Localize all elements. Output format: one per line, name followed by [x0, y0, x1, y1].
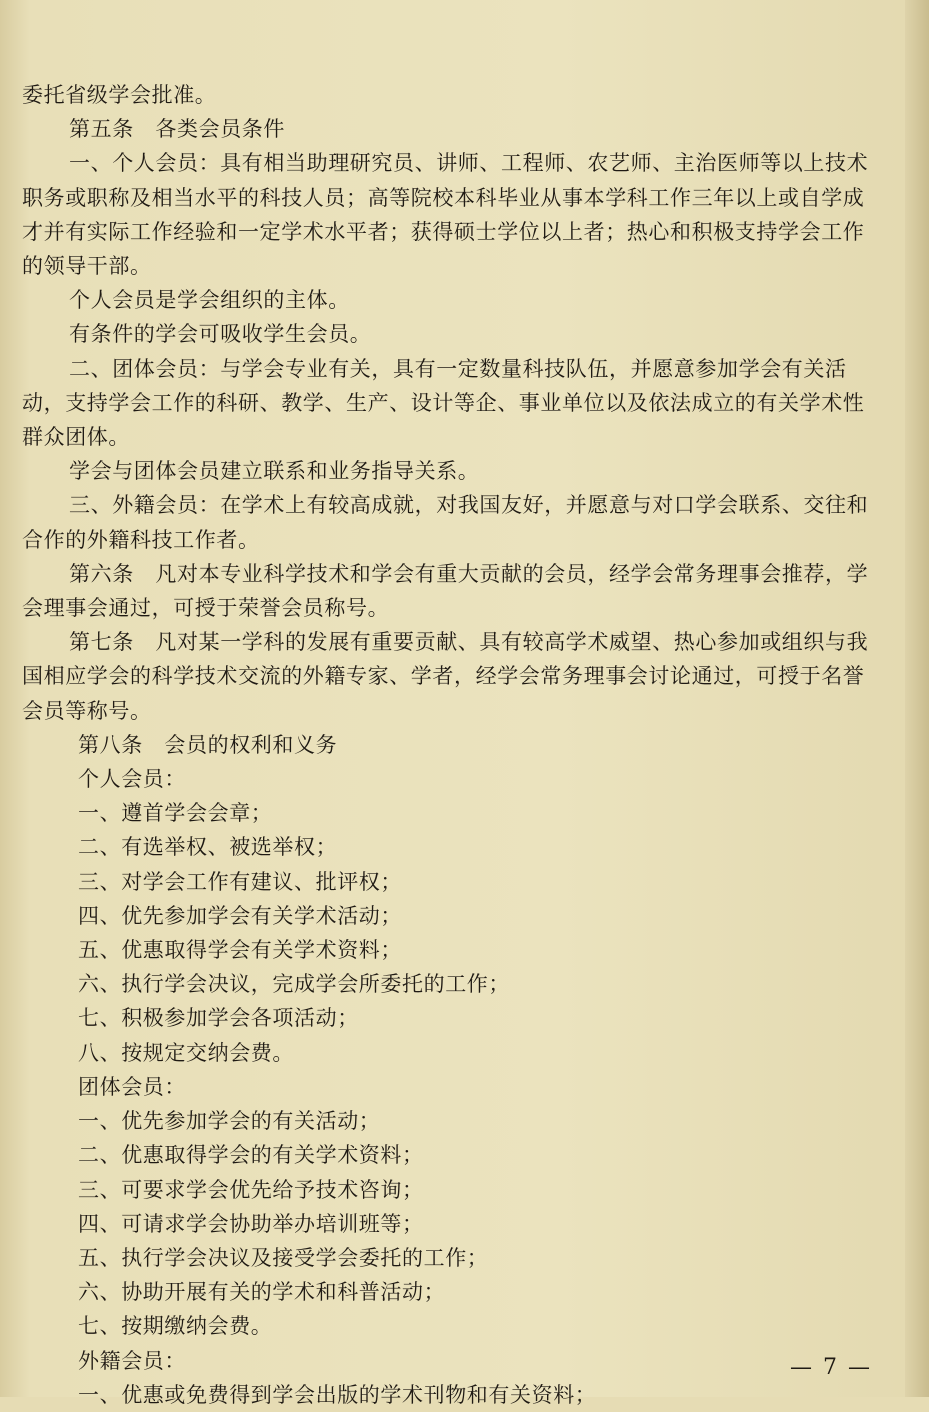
- text-line: 六、执行学会决议，完成学会所委托的工作；: [78, 972, 510, 997]
- text-line: 二、团体会员：与学会专业有关，具有一定数量科技队伍，并愿意参加学会有关活: [69, 356, 847, 381]
- text-line: 一、个人会员：具有相当助理研究员、讲师、工程师、农艺师、主治医师等以上技术: [69, 151, 869, 176]
- text-line: 第五条 各类会员条件: [69, 117, 285, 142]
- text-line: 外籍会员：: [78, 1348, 186, 1373]
- text-line: 合作的外籍科技工作者。: [22, 527, 260, 552]
- text-line: 三、对学会工作有建议、批评权；: [78, 869, 402, 894]
- text-line: 一、遵首学会会章；: [78, 801, 273, 826]
- text-line: 四、可请求学会协助举办培训班等；: [78, 1211, 424, 1236]
- text-line: 五、执行学会决议及接受学会委托的工作；: [78, 1245, 489, 1270]
- text-line: 才并有实际工作经验和一定学术水平者；获得硕士学位以上者；热心和积极支持学会工作: [22, 219, 865, 244]
- text-line: 二、优惠取得学会的有关学术资料；: [78, 1143, 424, 1168]
- text-line: 职务或职称及相当水平的科技人员；高等院校本科毕业从事本学科工作三年以上或自学成: [22, 185, 865, 210]
- text-line: 第八条 会员的权利和义务: [78, 732, 338, 757]
- text-line: 七、积极参加学会各项活动；: [78, 1006, 359, 1031]
- text-line: 会理事会通过，可授于荣誉会员称号。: [22, 596, 390, 621]
- text-line: 七、按期缴纳会费。: [78, 1314, 273, 1339]
- text-line: 群众团体。: [22, 425, 130, 450]
- text-line: 学会与团体会员建立联系和业务指导关系。: [69, 459, 480, 484]
- page-spine-edge: [905, 0, 929, 1397]
- text-line: 四、优先参加学会有关学术活动；: [78, 903, 402, 928]
- text-line: 动，支持学会工作的科研、教学、生产、设计等企、事业单位以及依法成立的有关学术性: [22, 390, 865, 415]
- text-line: 会员等称号。: [22, 698, 152, 723]
- text-line: 三、外籍会员：在学术上有较高成就，对我国友好，并愿意与对口学会联系、交往和: [69, 493, 869, 518]
- text-line: 团体会员：: [78, 1074, 186, 1099]
- page-number: — 7 —: [790, 1355, 872, 1380]
- text-line: 三、可要求学会优先给予技术咨询；: [78, 1177, 424, 1202]
- text-line: 第六条 凡对本专业科学技术和学会有重大贡献的会员，经学会常务理事会推荐，学: [69, 561, 869, 586]
- text-line: 五、优惠取得学会有关学术资料；: [78, 938, 402, 963]
- body-text: [22, 78, 884, 1412]
- text-line: 个人会员是学会组织的主体。: [69, 288, 350, 313]
- text-line: 的领导干部。: [22, 254, 152, 279]
- text-line: 六、协助开展有关的学术和科普活动；: [78, 1280, 446, 1305]
- text-line: 第七条 凡对某一学科的发展有重要贡献、具有较高学术威望、热心参加或组织与我: [69, 630, 869, 655]
- text-line: 委托省级学会批准。: [22, 83, 217, 107]
- text-line: 八、按规定交纳会费。: [78, 1040, 294, 1065]
- text-line: 一、优先参加学会的有关活动；: [78, 1109, 381, 1134]
- text-line: 国相应学会的科学技术交流的外籍专家、学者，经学会常务理事会讨论通过，可授于名誉: [22, 664, 865, 689]
- text-line: 个人会员：: [78, 767, 186, 792]
- text-line: 一、优惠或免费得到学会出版的学术刊物和有关资料；: [78, 1382, 597, 1407]
- text-line: 二、有选举权、被选举权；: [78, 835, 338, 860]
- text-line: 有条件的学会可吸收学生会员。: [69, 322, 372, 347]
